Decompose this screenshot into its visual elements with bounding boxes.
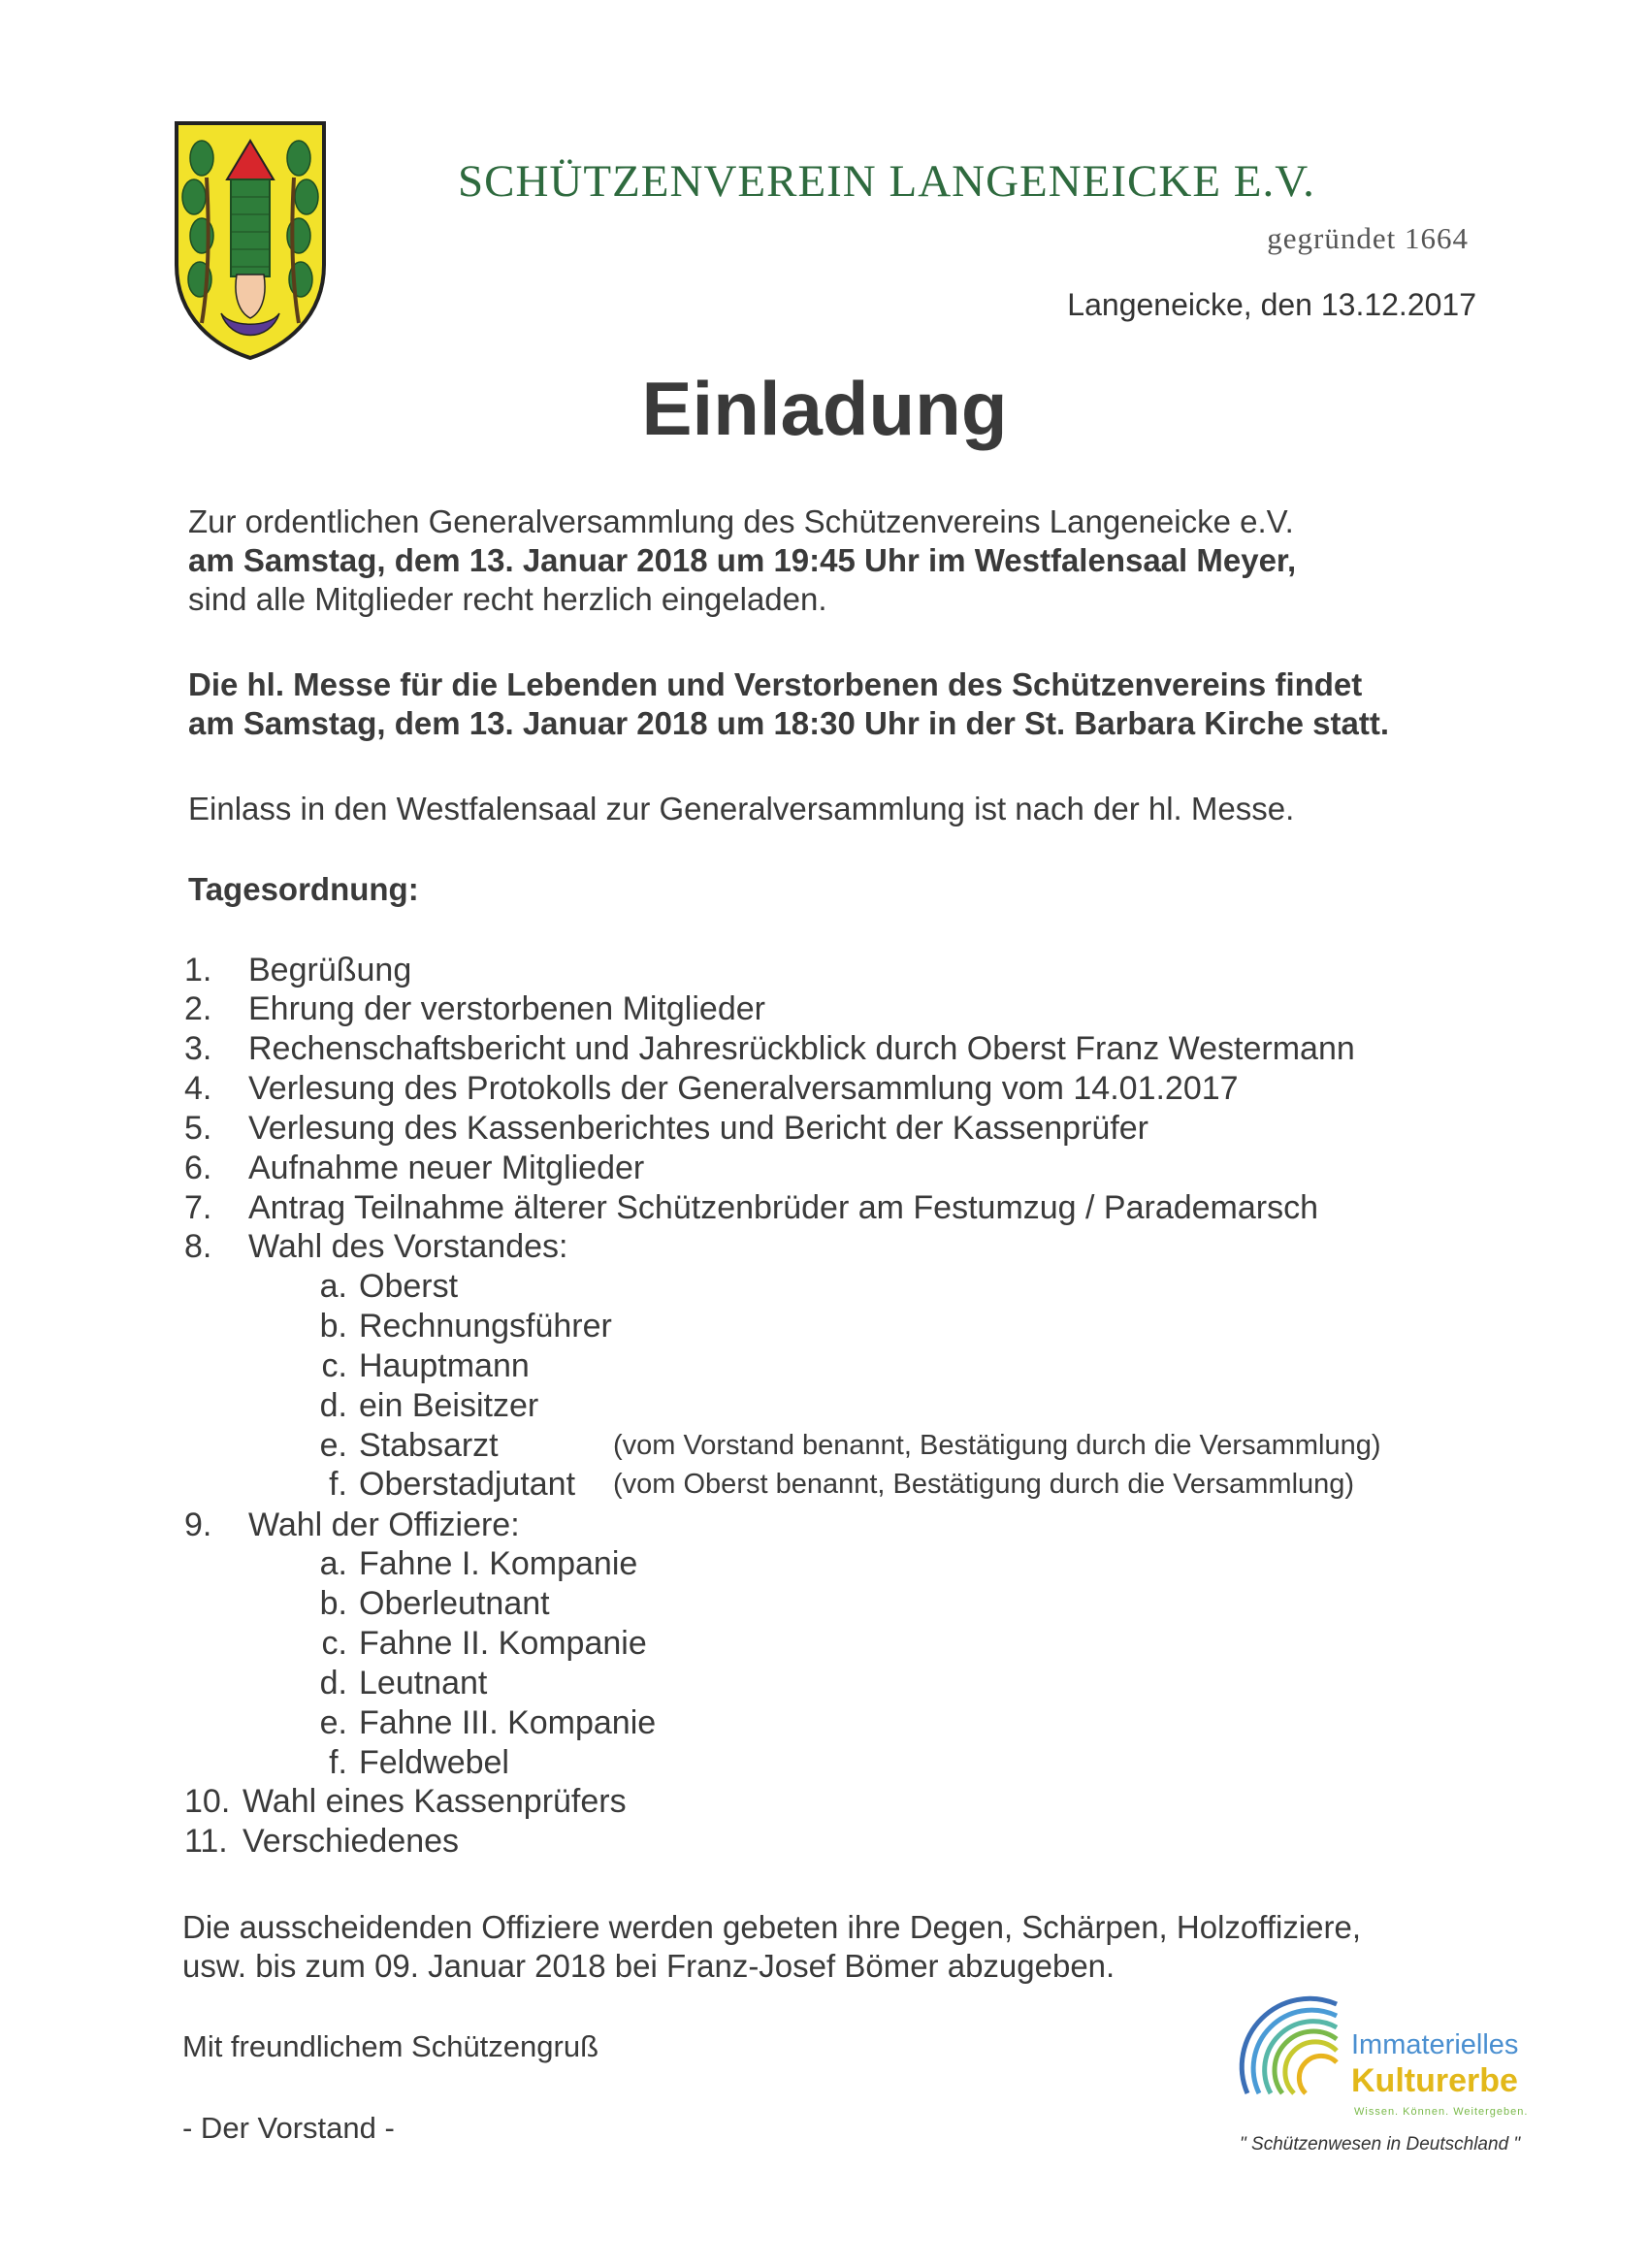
signoff: - Der Vorstand -: [182, 2111, 395, 2145]
letter-date: Langeneicke, den 13.12.2017: [1067, 287, 1476, 322]
agenda-note: (vom Oberst benannt, Bestätigung durch die Versammlung): [613, 1469, 1355, 1500]
arc-rings-icon: [1230, 1987, 1356, 2132]
greeting: Mit freundlichem Schützengruß: [182, 2029, 599, 2063]
logo-text: Kulturerbe: [1351, 2062, 1518, 2099]
closing-paragraph: [182, 1908, 1361, 1986]
logo-caption: " Schützenwesen in Deutschland ": [1240, 2134, 1521, 2155]
logo-text: Immaterielles: [1351, 2029, 1519, 2060]
kulturerbe-logo: [1230, 1987, 1550, 2161]
intro-date-line: am Samstag, dem 13. Januar 2018 um 19:45 Uhr im Westfalensaal Meyer,: [188, 542, 1297, 578]
mass-line: Die hl. Messe für die Lebenden und Verstorbenen des Schützenvereins findet: [188, 666, 1363, 702]
intro-line: Zur ordentlichen Generalversammlung des Schützenvereins Langeneicke e.V.: [188, 503, 1294, 539]
logo-tagline: Wissen. Können. Weitergeben.: [1354, 2106, 1529, 2118]
closing-line: Die ausscheidenden Offiziere werden gebeten ihre Degen, Schärpen, Holzoffiziere,: [182, 1909, 1362, 1945]
closing-line: usw. bis zum 09. Januar 2018 bei Franz-Josef Bömer abzugeben.: [182, 1948, 1116, 1984]
intro-paragraph: [188, 502, 1296, 619]
founded-year: gegründet 1664: [1267, 221, 1469, 255]
coat-of-arms-icon: [173, 119, 328, 362]
club-name: SCHÜTZENVEREIN LANGENEICKE E.V.: [458, 156, 1315, 207]
mass-paragraph: [188, 665, 1389, 743]
agenda-note: (vom Vorstand benannt, Bestätigung durch die Versammlung): [613, 1430, 1381, 1461]
agenda-heading: Tagesordnung:: [188, 871, 419, 907]
page-title: Einladung: [641, 366, 1008, 451]
intro-line: sind alle Mitglieder recht herzlich eingeladen.: [188, 581, 827, 617]
invitation-page: SCHÜTZENVEREIN LANGENEICKE E.V. gegründet 1664 Langeneicke, den 13.12.2017 Einladung Zur ordentlichen Generalversammlung des Schützenvereins Langeneicke e.V. am Samstag, dem 13. Januar 2018 um 19:45 Uhr im Westfalensaal Meyer, sind alle Mitglieder recht herzlich eingeladen. Die hl. Messe für die Lebenden und Verstorbenen des Schützenvereins findet am Samstag, dem 13. Januar 2018 um 18:30 Uhr in der St. Barbara Kirche statt. Einlass in den Westfalensaal zur Generalversammlung ist nach der hl. Messe. Tagesordnung: 1. Begrüßung 2. Ehrung der verstorbenen Mitglieder 3. Rechenschaftsbericht und Jahresrückblick durch Oberst Franz Westermann 4. Verlesung des Protokolls der Generalversammlung vom 14.01.2017 5. Verlesung des Kassenberichtes und Bericht der Kassenprüfer 6. Aufnahme neuer Mitglieder 7. Antrag Teilnahme älterer Schützenbrüder am Festumzug / Parademarsch 8. Wahl des Vorstandes: a. Oberst b. Rechnungsführer c. Hauptmann d. ein Beisitzer e. Stabsarzt (vom Vorstand benannt, Bestätigung durch die Versammlung) f. Oberstadjutant (vom Oberst benannt, Bestätigung durch die Versammlung) 9. Wahl der Offiziere: a. Fahne I. Kompanie b. Oberleutnant c. Fahne II. Kompanie d. Leutnant e. Fahne III. Kompanie f. Feldwebel 10. Wahl eines Kassenprüfers 11. Verschiedenes Die ausscheidenden Offiziere werden gebeten ihre Degen, Schärpen, Holzoffiziere, usw. bis zum 09. Januar 2018 bei Franz-Josef Bömer abzugeben. Mit freundlichem Schützengruß - Der Vorstand - Immaterielles Kulturerbe Wissen. Können. Weitergeben. " Schützenwesen in Deutschland ": [0, 0, 1649, 2268]
entry-note: Einlass in den Westfalensaal zur Generalversammlung ist nach der hl. Messe.: [188, 791, 1295, 826]
mass-line: am Samstag, dem 13. Januar 2018 um 18:30 Uhr in der St. Barbara Kirche statt.: [188, 705, 1389, 741]
